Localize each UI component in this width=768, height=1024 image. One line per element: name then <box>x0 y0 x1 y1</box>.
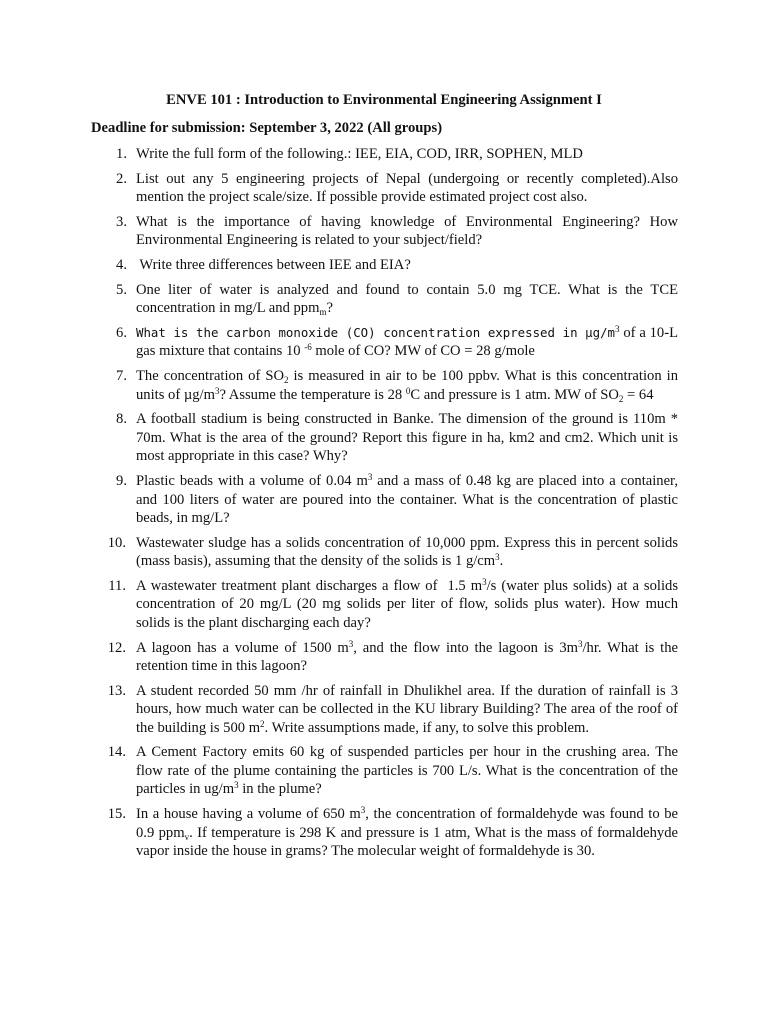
superscript: 3 <box>348 638 354 649</box>
question-text: , and the flow into the lagoon is 3m <box>353 639 578 656</box>
question-number: 6. <box>116 324 127 341</box>
question-15 <box>0 805 678 861</box>
question-number: 4. <box>116 257 127 274</box>
question-text: /hr. What is the retention time in this lagoon? <box>136 639 678 675</box>
question-6 <box>0 324 678 361</box>
superscript: 3 <box>615 323 620 334</box>
question-number: 9. <box>116 473 127 489</box>
superscript: 3 <box>367 472 373 482</box>
question-text: and a mass of 0.48 kg are placed into a container, and 100 liters of water are poured into the container. What is the concentration of plastic beads, in mg/L? <box>136 473 678 526</box>
superscript: -6 <box>304 342 312 353</box>
subscript: v <box>184 831 190 842</box>
question-text: A lagoon has a volume of 1500 m <box>136 639 349 656</box>
question-text: of a 10-L gas mixture that contains 10 <box>136 324 678 360</box>
question-text: /s (water plus solids) at a solids concentration of 20 mg/L (20 mg solids per liter of flow, solids plus water). How much solids is the plant discharging each day? <box>136 577 678 631</box>
question-7 <box>0 367 678 404</box>
question-text: ? <box>326 300 333 317</box>
question-text: A Cement Factory emits 60 kg of suspended particles per hour in the crushing area. The flow rate of the plume containing the particles is 700 L/s. What is the concentration of the particles in ug/m <box>136 744 678 798</box>
question-text: ? Assume the temperature is 28 <box>219 386 406 403</box>
question-text: = 64 <box>623 386 654 403</box>
question-text: Wastewater sludge has a solids concentration of 10,000 ppm. Express this in percent solids (mass basis), assuming that the density of the solids is 1 g/cm <box>136 534 678 570</box>
question-text: . Write assumptions made, if any, to solve this problem. <box>264 719 590 736</box>
question-text: in the plume? <box>238 781 322 798</box>
assignment-title: ENVE 101 : Introduction to Environmental Engineering Assignment I <box>166 92 602 108</box>
superscript: 3 <box>234 780 239 791</box>
question-13 <box>0 682 678 738</box>
question-text: Plastic beads with a volume of 0.04 m <box>136 473 368 489</box>
question-number: 2. <box>116 170 127 187</box>
question-text: . If temperature is 298 K and pressure is 1 atm, What is the mass of formaldehyde vapor inside the house in grams? The molecular weight of formaldehyde is 30. <box>136 824 678 860</box>
question-4 <box>0 256 678 275</box>
question-number: 13. <box>107 682 126 699</box>
question-text: mole of CO? MW of CO = 28 g/mole <box>311 343 535 360</box>
superscript: 3 <box>360 805 366 816</box>
question-number: 15. <box>107 806 126 823</box>
question-text: Write three differences between IEE and EIA? <box>136 257 411 274</box>
question-number: 8. <box>116 411 127 428</box>
question-text: A wastewater treatment plant discharges a flow of 1.5 m <box>136 577 483 594</box>
submission-deadline: Deadline for submission: September 3, 2022 (All groups) <box>91 120 443 136</box>
superscript: 3 <box>495 552 500 563</box>
superscript: 3 <box>482 576 487 587</box>
question-5 <box>0 281 678 318</box>
superscript: 3 <box>578 638 583 649</box>
question-3 <box>0 213 678 250</box>
question-text: What is the carbon monoxide (CO) concentration expressed in µg/m <box>136 324 616 340</box>
question-8 <box>0 410 678 466</box>
question-number: 1. <box>116 146 127 162</box>
subscript: 2 <box>618 393 624 404</box>
superscript: 0 <box>405 385 411 396</box>
question-text: List out any 5 engineering projects of Nepal (undergoing or recently completed).Also mention the project scale/size. If possible provide estimated project cost also. <box>136 170 678 206</box>
question-text: A student recorded 50 mm /hr of rainfall in Dhulikhel area. If the duration of rainfall is 3 hours, how much water can be collected in the KU library Building? The area of the roof of the building is 500 m <box>136 682 678 736</box>
question-14 <box>0 743 678 799</box>
question-text: , the concentration of formaldehyde was found to be 0.9 ppm <box>136 806 678 841</box>
superscript: 3 <box>214 385 220 396</box>
question-number: 10. <box>107 534 126 551</box>
question-text: The concentration of SO <box>136 368 284 385</box>
question-text: What is the importance of having knowledge of Environmental Engineering? How Environmental Engineering is related to your subject/field? <box>136 213 678 249</box>
question-list <box>0 145 768 867</box>
question-9 <box>0 472 678 528</box>
question-11 <box>0 577 678 633</box>
question-number: 5. <box>116 281 127 298</box>
question-number: 11. <box>108 577 126 594</box>
question-text: A football stadium is being constructed in Banke. The dimension of the ground is 110m * 70m. What is the area of the ground? Report this figure in ha, km2 and cm2. Which unit is most appropriate in this case? Why? <box>136 411 678 465</box>
question-2 <box>0 170 678 207</box>
question-12 <box>0 639 678 676</box>
question-text: In a house having a volume of 650 m <box>136 806 361 823</box>
superscript: 2 <box>260 718 265 729</box>
subscript: 2 <box>283 375 289 386</box>
question-number: 3. <box>116 213 127 230</box>
subscript: m <box>319 307 327 318</box>
question-number: 7. <box>116 368 127 385</box>
question-number: 14. <box>107 744 126 761</box>
question-text: . <box>499 553 504 570</box>
question-1 <box>0 145 678 164</box>
question-text: is measured in air to be 100 ppbv. What is this concentration in units of µg/m <box>136 368 678 403</box>
question-10 <box>0 534 678 571</box>
question-text: Write the full form of the following.: IEE, EIA, COD, IRR, SOPHEN, MLD <box>136 146 583 162</box>
question-number: 12. <box>107 639 126 656</box>
question-text: C and pressure is 1 atm. MW of SO <box>410 386 619 403</box>
question-text: One liter of water is analyzed and found to contain 5.0 mg TCE. What is the TCE concentration in mg/L and ppm <box>136 281 678 317</box>
